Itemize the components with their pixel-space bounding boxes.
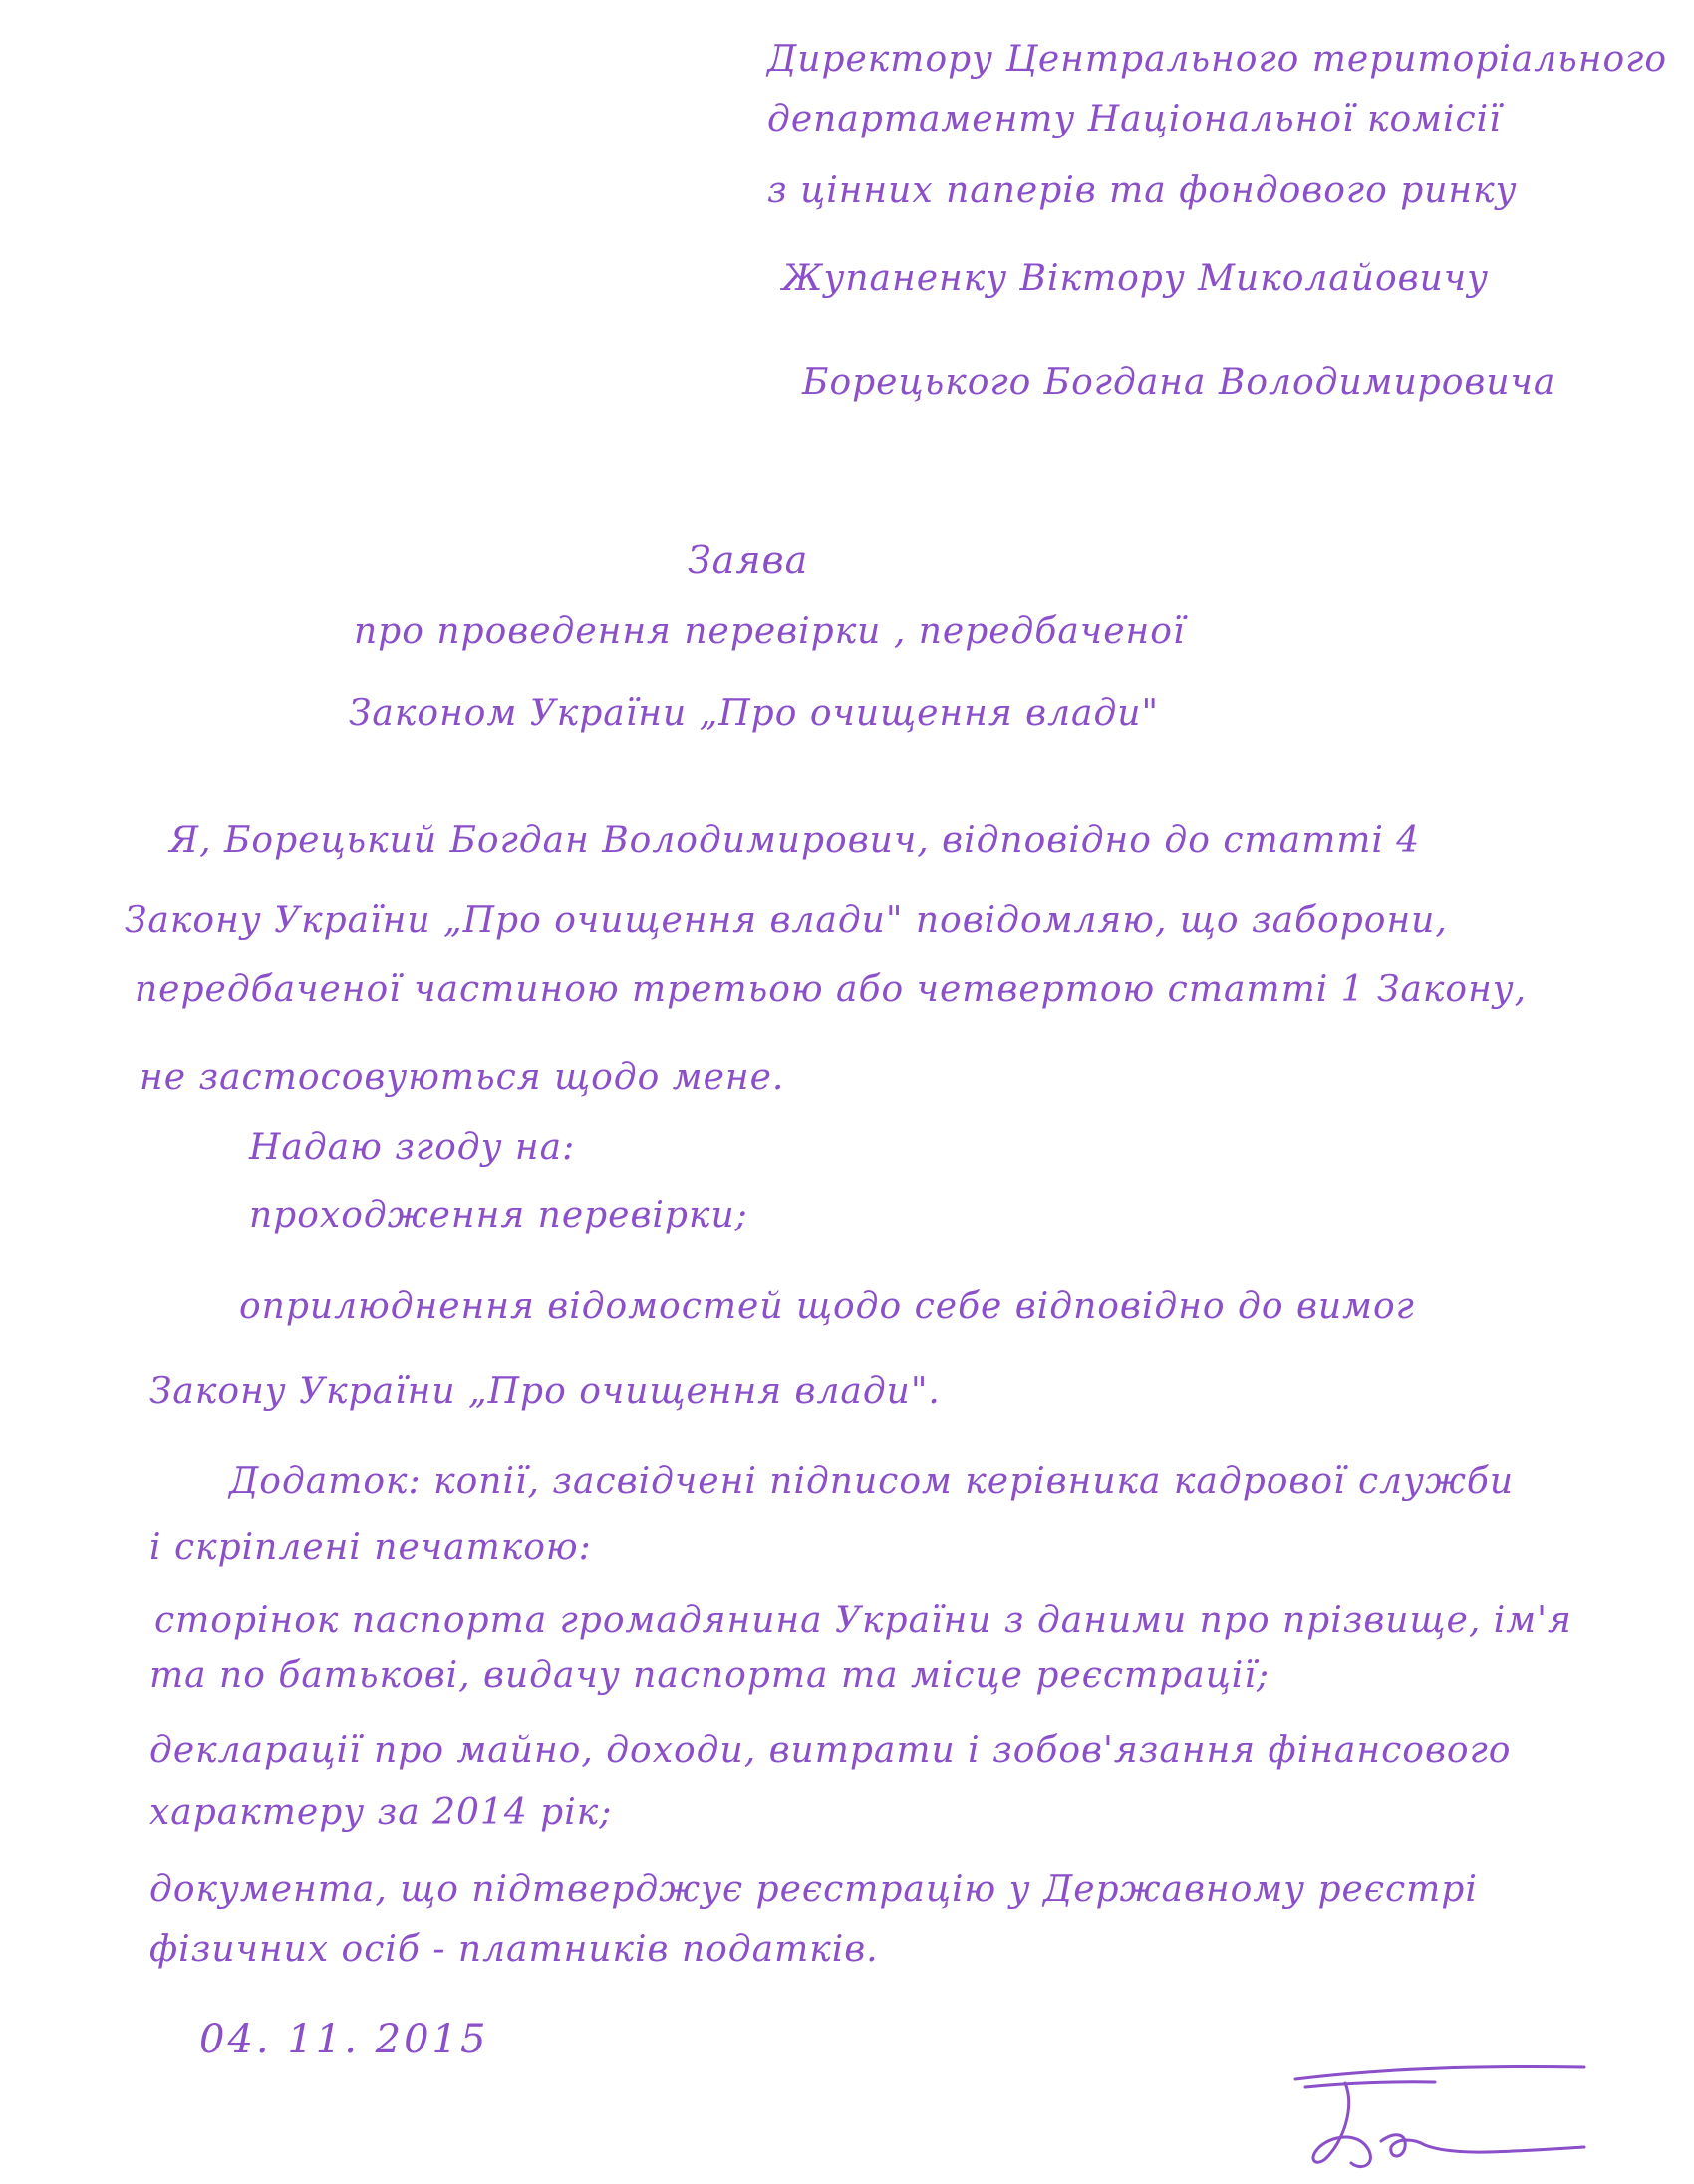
body-line: не застосовуються щодо мене. (140, 1057, 785, 1098)
date: 04. 11. 2015 (199, 2017, 489, 2062)
addressee-line: Директору Центрального територіального (767, 39, 1668, 80)
consent-line: Надаю згоду на: (249, 1127, 576, 1168)
attachment-line: та по батькові, видачу паспорта та місце реєстрації; (149, 1655, 1270, 1696)
attachment-line: сторінок паспорта громадянина України з даними про прізвище, ім'я (154, 1600, 1572, 1641)
body-line: Закону України „Про очищення влади" повідомляю, що заборони, (125, 900, 1448, 941)
document-subtitle: Законом України „Про очищення влади" (349, 693, 1160, 734)
document-subtitle: про проведення перевірки , передбаченої (354, 611, 1186, 652)
addressee-line: департаменту Національної комісії (767, 99, 1502, 139)
body-line: Я, Борецький Богдан Володимирович, відповідно до статті 4 (169, 820, 1421, 861)
attachment-line: фізичних осіб - платників податків. (149, 1929, 879, 1970)
document-title: Заява (688, 538, 809, 582)
attachment-line: характеру за 2014 рік; (149, 1792, 613, 1833)
consent-line: оприлюднення відомостей щодо себе відповідно до вимог (239, 1286, 1415, 1327)
attachment-line: декларації про майно, доходи, витрати і зобов'язання фінансового (149, 1730, 1512, 1771)
attachment-line: Додаток: копії, засвідчені підписом керівника кадрової служби (229, 1461, 1515, 1502)
consent-line: Закону України „Про очищення влади". (149, 1371, 941, 1412)
body-line: передбаченої частиною третьою або четвертою статті 1 Закону, (135, 969, 1528, 1010)
attachment-line: документа, що підтверджує реєстрацію у Державному реєстрі (149, 1869, 1478, 1910)
attachment-line: і скріплені печаткою: (149, 1527, 592, 1568)
sender-name: Борецького Богдана Володимировича (802, 362, 1556, 403)
signature-icon (1285, 2048, 1604, 2177)
addressee-line: з цінних паперів та фондового ринку (767, 170, 1518, 211)
consent-line: проходження перевірки; (249, 1195, 748, 1235)
addressee-line: Жупаненку Віктору Миколайовичу (782, 258, 1490, 299)
